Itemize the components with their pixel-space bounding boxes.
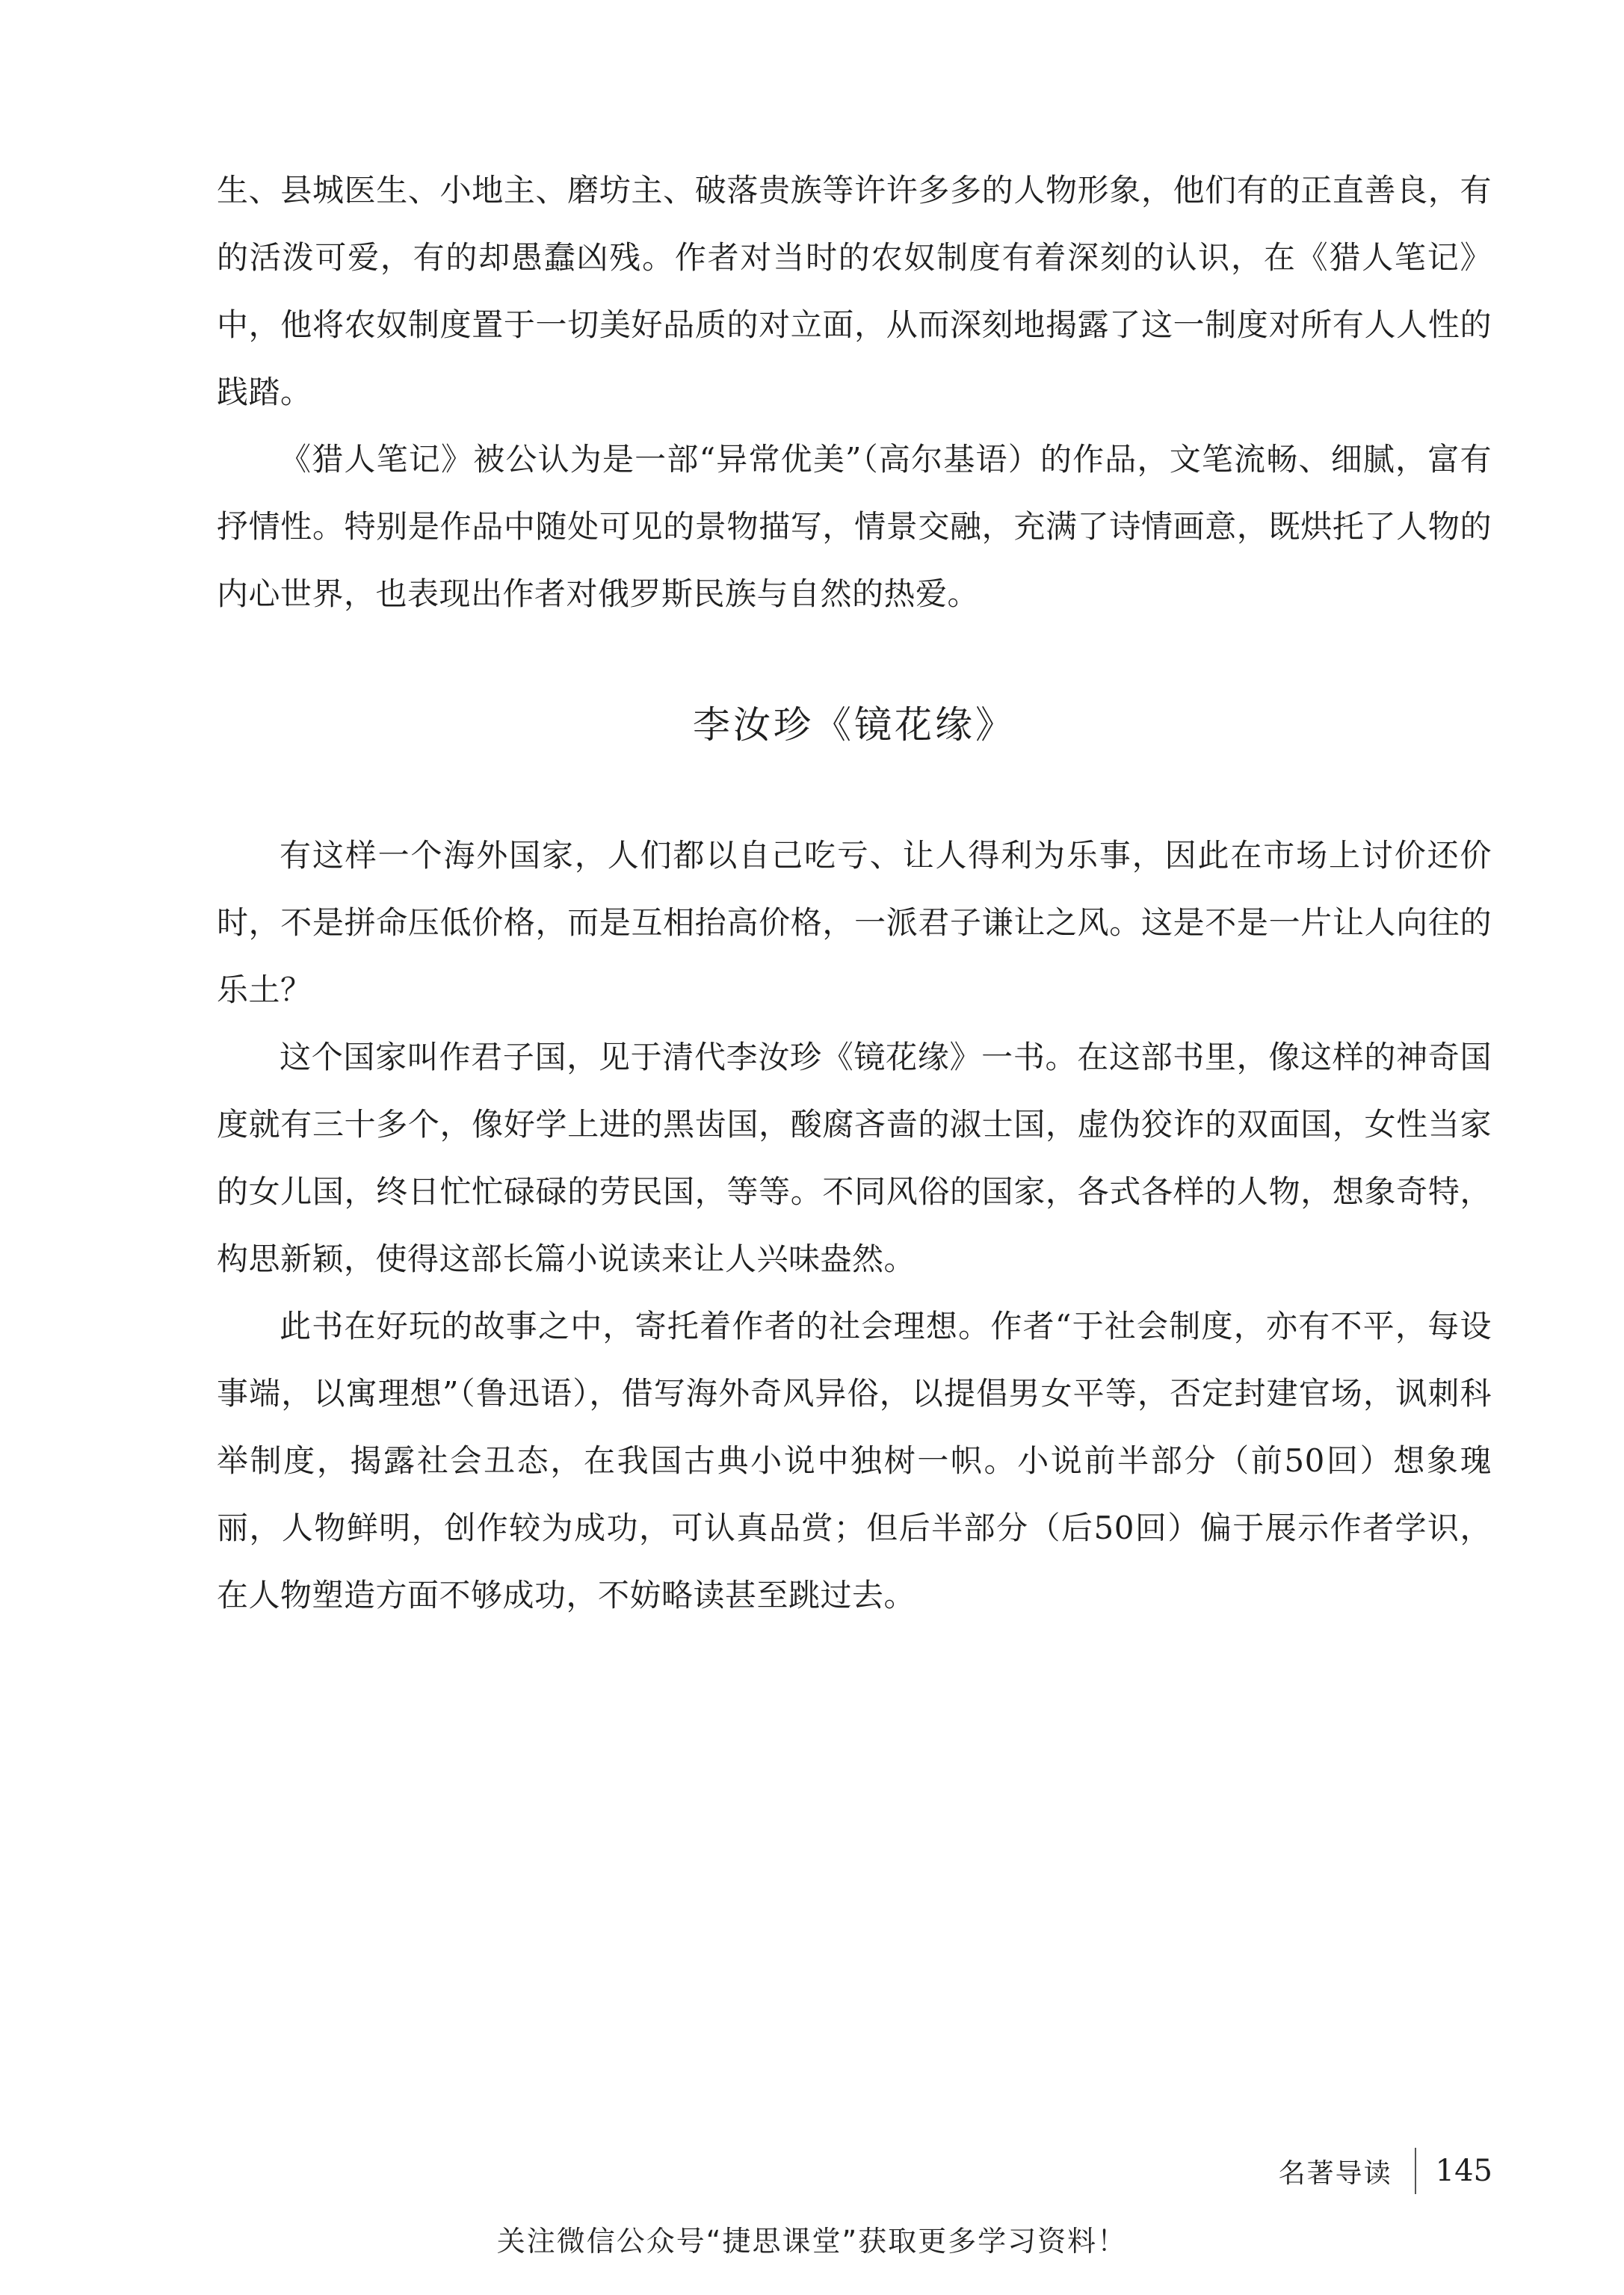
running-footer: [1279, 2145, 1492, 2197]
footer-divider: [1415, 2148, 1416, 2194]
paragraph: 此书在好玩的故事之中，寄托着作者的社会理想。作者“于社会制度，亦有不平，每设事端，以寓理想”（鲁迅语），借写海外奇风异俗，以提倡男女平等，否定封建官场，讽刺科举制度，揭露社会丑态，在我国古典小说中独树一帜。小说前半部分（前50回）想象瑰丽，人物鲜明，创作较为成功，可认真品赏；但后半部分（后50回）偏于展示作者学识，在人物塑造方面不够成功，不妨略读甚至跳过去。: [217, 1308, 1492, 1613]
bottom-note: 关注微信公众号“捷思课堂”获取更多学习资料！: [496, 2225, 1128, 2258]
paragraph: 《猎人笔记》被公认为是一部“异常优美”（高尔基语）的作品，文笔流畅、细腻，富有抒情性。特别是作品中随处可见的景物描写，情景交融，充满了诗情画意，既烘托了人物的内心世界，也表现出作者对俄罗斯民族与自然的热爱。: [217, 441, 1492, 612]
paragraph: 这个国家叫作君子国，见于清代李汝珍《镜花缘》一书。在这部书里，像这样的神奇国度就有三十多个，像好学上进的黑齿国，酸腐吝啬的淑士国，虚伪狡诈的双面国，女性当家的女儿国，终日忙忙碌碌的劳民国，等等。不同风俗的国家，各式各样的人物，想象奇特，构思新颖，使得这部长篇小说读来让人兴味盎然。: [217, 1039, 1492, 1277]
page-content: [217, 157, 1492, 1629]
page-number: 145: [1435, 2154, 1492, 2188]
book-name: 名著导读: [1278, 2157, 1392, 2189]
paragraph-continued: 生、县城医生、小地主、磨坊主、破落贵族等许许多多的人物形象，他们有的正直善良，有的活泼可爱，有的却愚蠢凶残。作者对当时的农奴制度有着深刻的认识，在《猎人笔记》中，他将农奴制度置于一切美好品质的对立面，从而深刻地揭露了这一制度对所有人人性的践踏。: [217, 172, 1492, 410]
paragraph: 有这样一个海外国家，人们都以自己吃亏、让人得利为乐事，因此在市场上讨价还价时，不是拼命压低价格，而是互相抬高价格，一派君子谦让之风。这是不是一片让人向往的乐土？: [217, 837, 1492, 1008]
section-title: 李汝珍《镜花缘》: [693, 703, 1016, 747]
